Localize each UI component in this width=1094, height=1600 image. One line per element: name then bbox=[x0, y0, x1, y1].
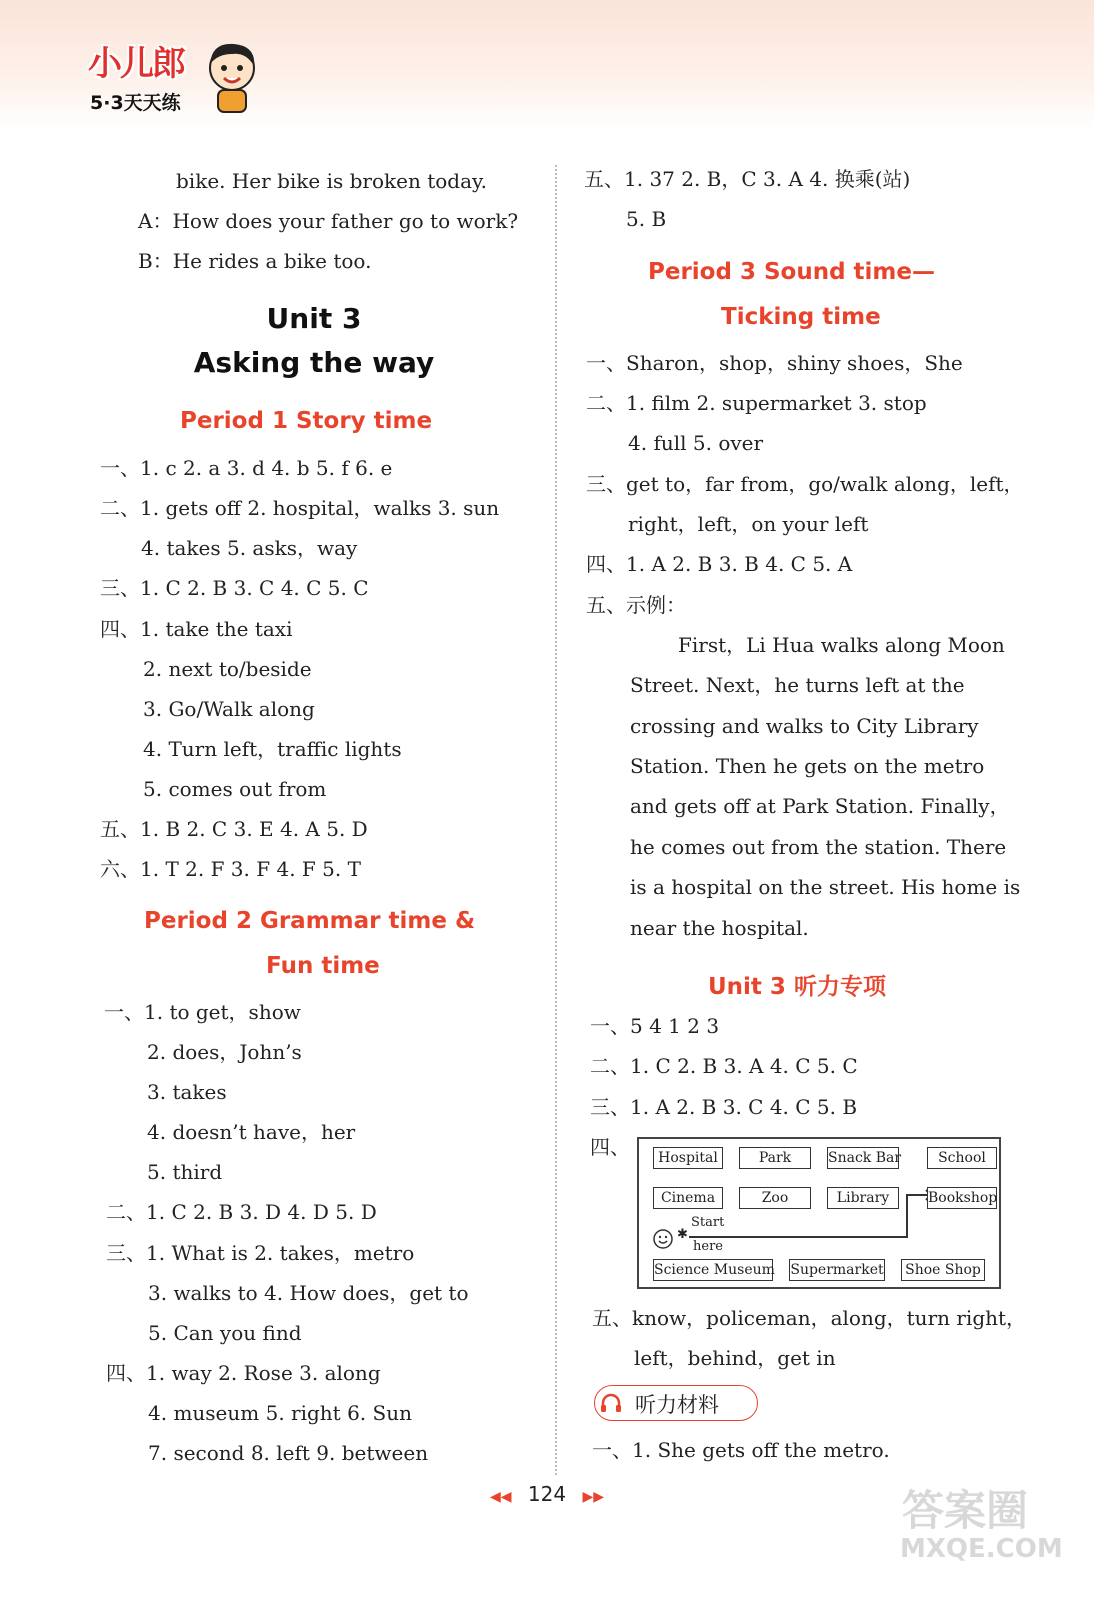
start-label: Start bbox=[691, 1215, 725, 1230]
essay-line: Station. Then he gets on the metro bbox=[630, 754, 985, 778]
watermark bbox=[898, 1478, 1068, 1578]
essay-line: Street. Next，he turns left at the bbox=[630, 673, 965, 697]
period-3-heading-cont: Ticking time bbox=[721, 304, 881, 330]
watermark-text: 答案圈 bbox=[902, 1486, 1029, 1535]
period-2-heading: Period 2 Grammar time & bbox=[144, 908, 476, 934]
map-place: Science Museum bbox=[653, 1259, 773, 1281]
answer-line: 二、1. gets off 2. hospital，walks 3. sun bbox=[100, 496, 500, 520]
answer-line: 一、1. to get，show bbox=[104, 1000, 301, 1024]
listening-material-label: 听力材料 bbox=[635, 1393, 719, 1417]
answer-line: 一、5 4 1 2 3 bbox=[590, 1014, 720, 1038]
essay-line: he comes out from the station. There bbox=[630, 835, 1007, 859]
answer-line: 2. does，John’s bbox=[147, 1040, 302, 1064]
smiley-icon bbox=[651, 1227, 675, 1251]
answer-line: 2. next to/beside bbox=[143, 657, 312, 681]
answer-line: 四、1. way 2. Rose 3. along bbox=[106, 1361, 381, 1385]
star-icon: ✱ bbox=[677, 1227, 688, 1242]
map-place: Hospital bbox=[653, 1147, 723, 1169]
period-3-heading: Period 3 Sound time— bbox=[648, 259, 935, 285]
period-1-heading: Period 1 Story time bbox=[180, 408, 433, 434]
answer-line: 4. full 5. over bbox=[628, 431, 764, 455]
answer-line: 五、1. B 2. C 3. E 4. A 5. D bbox=[100, 817, 368, 841]
answer-line: 4. doesn’t have，her bbox=[147, 1120, 356, 1144]
answer-line: 5. B bbox=[626, 207, 667, 231]
brand-logo bbox=[80, 30, 270, 120]
next-arrows-icon: ▶▶ bbox=[582, 1489, 604, 1505]
answer-line: 五、1. 37 2. B，C 3. A 4. 换乘(站) bbox=[584, 167, 911, 191]
essay-line: First，Li Hua walks along Moon bbox=[678, 633, 1005, 657]
answer-line: 四、1. A 2. B 3. B 4. C 5. A bbox=[586, 552, 853, 576]
answer-line: 4. museum 5. right 6. Sun bbox=[148, 1401, 412, 1425]
answer-line: 5. third bbox=[147, 1160, 223, 1184]
answer-line: 5. comes out from bbox=[143, 777, 327, 801]
answer-line: 二、1. C 2. B 3. A 4. C 5. C bbox=[590, 1054, 858, 1078]
answer-line: 3. walks to 4. How does，get to bbox=[148, 1281, 469, 1305]
answer-line: left，behind，get in bbox=[634, 1346, 836, 1370]
answer-line: right，left，on your left bbox=[628, 512, 869, 536]
answer-line: 一、Sharon，shop，shiny shoes，She bbox=[586, 351, 963, 375]
listening-heading: Unit 3 听力专项 bbox=[708, 974, 886, 1000]
map-place: Shoe Shop bbox=[901, 1259, 985, 1281]
text-line: A：How does your father go to work? bbox=[138, 209, 519, 233]
map-place: Zoo bbox=[739, 1187, 811, 1209]
route-map bbox=[637, 1137, 1001, 1289]
answer-line: 五、know，policeman，along，turn right， bbox=[592, 1306, 1027, 1330]
watermark-url: MXQE.COM bbox=[900, 1534, 1063, 1564]
map-place: Bookshop bbox=[927, 1187, 997, 1209]
answer-line: 3. Go/Walk along bbox=[143, 697, 315, 721]
answer-line: 三、1. C 2. B 3. C 4. C 5. C bbox=[100, 576, 369, 600]
essay-line: and gets off at Park Station. Finally， bbox=[630, 794, 1010, 818]
here-label: here bbox=[693, 1239, 723, 1254]
answer-line: 三、get to，far from，go/walk along，left， bbox=[586, 472, 1024, 496]
page-number: 124 bbox=[527, 1482, 567, 1506]
headphones-icon bbox=[599, 1391, 623, 1415]
answer-line: 一、1. She gets off the metro. bbox=[592, 1438, 890, 1462]
map-place: School bbox=[927, 1147, 997, 1169]
essay-line: crossing and walks to City Library bbox=[630, 714, 979, 738]
answer-line: 4. Turn left，traffic lights bbox=[143, 737, 402, 761]
answer-line: 3. takes bbox=[147, 1080, 227, 1104]
mascot-icon bbox=[202, 38, 262, 116]
map-place: Park bbox=[739, 1147, 811, 1169]
answer-line: 一、1. c 2. a 3. d 4. b 5. f 6. e bbox=[100, 456, 393, 480]
answer-line: 二、1. C 2. B 3. D 4. D 5. D bbox=[106, 1200, 377, 1224]
unit-subtitle: Asking the way bbox=[193, 346, 435, 379]
answer-line: 四、 bbox=[590, 1135, 630, 1159]
text-line: bike. Her bike is broken today. bbox=[176, 169, 487, 193]
answer-line: 7. second 8. left 9. between bbox=[148, 1441, 429, 1465]
period-2-heading-cont: Fun time bbox=[266, 953, 380, 979]
answer-line: 4. takes 5. asks，way bbox=[141, 536, 358, 560]
answer-line: 三、1. A 2. B 3. C 4. C 5. B bbox=[590, 1095, 858, 1119]
map-place: Cinema bbox=[653, 1187, 723, 1209]
answer-line: 三、1. What is 2. takes，metro bbox=[106, 1241, 415, 1265]
map-place: Snack Bar bbox=[827, 1147, 899, 1169]
listening-material-badge bbox=[594, 1385, 758, 1421]
column-divider bbox=[555, 165, 557, 1475]
answer-line: 二、1. film 2. supermarket 3. stop bbox=[586, 391, 927, 415]
prev-arrows-icon: ◀◀ bbox=[490, 1489, 512, 1505]
answer-line: 六、1. T 2. F 3. F 4. F 5. T bbox=[100, 857, 361, 881]
map-place: Supermarket bbox=[789, 1259, 885, 1281]
answer-line: 五、示例： bbox=[586, 593, 686, 617]
essay-line: near the hospital. bbox=[630, 916, 809, 940]
unit-title: Unit 3 bbox=[266, 302, 362, 335]
text-line: B：He rides a bike too. bbox=[138, 249, 372, 273]
answer-line: 四、1. take the taxi bbox=[100, 617, 293, 641]
answer-line: 5. Can you find bbox=[148, 1321, 302, 1345]
brand-name: 小儿郎 bbox=[88, 44, 184, 84]
map-place: Library bbox=[827, 1187, 899, 1209]
brand-subtitle: 5·3天天练 bbox=[90, 92, 181, 114]
essay-line: is a hospital on the street. His home is bbox=[630, 875, 1021, 899]
